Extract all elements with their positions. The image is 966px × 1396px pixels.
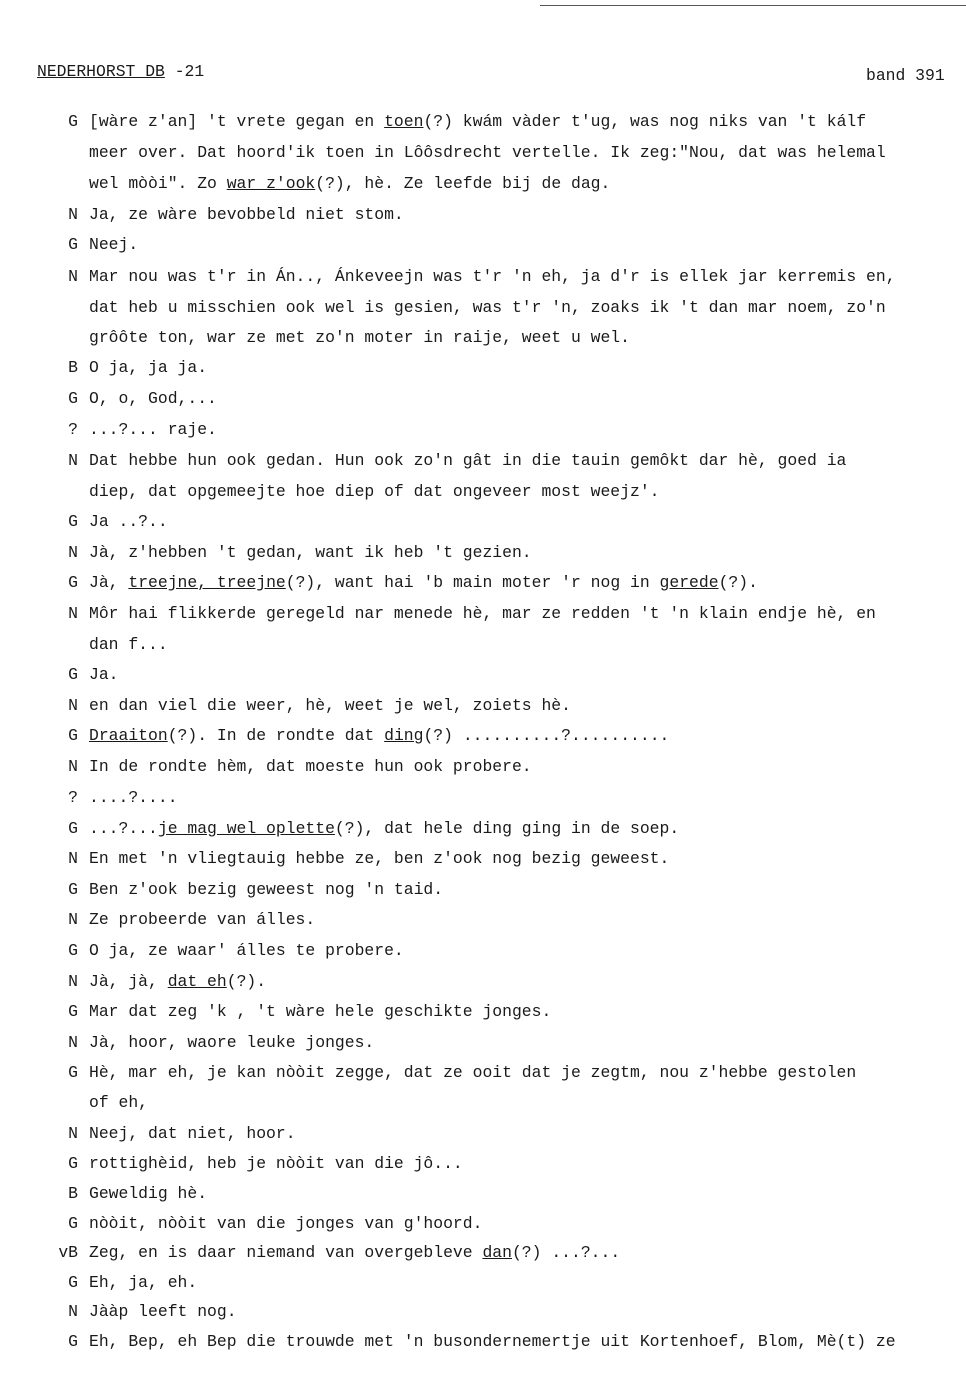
transcript-line bbox=[0, 1330, 966, 1354]
speaker-label: N bbox=[68, 451, 78, 470]
transcript-line bbox=[0, 970, 966, 994]
line-text bbox=[89, 172, 610, 196]
line-text bbox=[89, 510, 168, 534]
speaker-label: G bbox=[68, 665, 78, 684]
speaker-label: G bbox=[68, 1332, 78, 1351]
line-text bbox=[89, 939, 404, 963]
uncertain-word: Draaiton bbox=[89, 726, 168, 745]
text-segment: In de rondte hèm, dat moeste hun ook probere. bbox=[89, 757, 532, 776]
speaker-label: N bbox=[68, 696, 78, 715]
transcript-line bbox=[0, 541, 966, 565]
line-text bbox=[89, 203, 404, 227]
text-segment: ....?.... bbox=[89, 788, 178, 807]
text-segment: Jà, bbox=[89, 573, 129, 592]
transcript-line bbox=[0, 1241, 966, 1265]
speaker-label: N bbox=[68, 1124, 78, 1143]
line-text bbox=[89, 663, 119, 687]
uncertain-word: dat eh bbox=[167, 972, 227, 991]
speaker-label: N bbox=[68, 205, 78, 224]
speaker-label: G bbox=[68, 1002, 78, 1021]
transcript-line bbox=[0, 172, 966, 196]
line-text bbox=[89, 541, 532, 565]
line-text bbox=[89, 480, 660, 504]
line-text bbox=[89, 1330, 896, 1354]
transcript-line bbox=[0, 694, 966, 718]
text-segment: (?). bbox=[718, 573, 758, 592]
transcript-line bbox=[0, 387, 966, 411]
speaker-label: N bbox=[68, 757, 78, 776]
transcript-line bbox=[0, 908, 966, 932]
line-text bbox=[89, 1241, 620, 1265]
text-segment: Mar dat zeg 'k , 't wàre hele geschikte jonges. bbox=[89, 1002, 552, 1021]
speaker-label: N bbox=[68, 1033, 78, 1052]
transcript-line bbox=[0, 878, 966, 902]
document-header bbox=[37, 62, 204, 81]
line-text bbox=[89, 418, 217, 442]
transcript-line bbox=[0, 141, 966, 165]
speaker-label: N bbox=[68, 1302, 78, 1321]
text-segment: Zeg, en is daar niemand van overgebleve bbox=[89, 1243, 483, 1262]
transcript-line bbox=[0, 1271, 966, 1295]
text-segment: en dan viel die weer, hè, weet je wel, zoiets hè. bbox=[89, 696, 571, 715]
transcript-line bbox=[0, 817, 966, 841]
speaker-label: G bbox=[68, 726, 78, 745]
speaker-label: G bbox=[68, 880, 78, 899]
line-text bbox=[89, 1212, 482, 1236]
page-number: -21 bbox=[164, 62, 205, 81]
text-segment: diep, dat opgemeejte hoe diep of dat ongeveer most weejz'. bbox=[89, 482, 660, 501]
text-segment: (?), want hai 'b main moter 'r nog in bbox=[285, 573, 660, 592]
text-segment: O, o, God,... bbox=[89, 389, 217, 408]
text-segment: (?) ..........?.......... bbox=[423, 726, 670, 745]
text-segment: rottighèid, heb je nòòit van die jô... bbox=[89, 1154, 463, 1173]
transcript-line bbox=[0, 571, 966, 595]
uncertain-word: war z'ook bbox=[226, 174, 316, 193]
text-segment: Ja ..?.. bbox=[89, 512, 168, 531]
line-text bbox=[89, 296, 886, 320]
transcript-line bbox=[0, 1152, 966, 1176]
speaker-label: N bbox=[68, 267, 78, 286]
speaker-label: N bbox=[68, 604, 78, 623]
line-text bbox=[89, 602, 876, 626]
text-segment: ...?... bbox=[89, 819, 158, 838]
transcript-line bbox=[0, 633, 966, 657]
text-segment: (?). In de rondte dat bbox=[167, 726, 385, 745]
transcript-line bbox=[0, 1091, 966, 1115]
document-title: NEDERHORST DB bbox=[37, 62, 165, 81]
text-segment: dat heb u misschien ook wel is gesien, was t'r 'n, zoaks ik 't dan mar noem, zo'n bbox=[89, 298, 886, 317]
speaker-label: G bbox=[68, 112, 78, 131]
line-text bbox=[89, 449, 846, 473]
text-segment: wel mòòi". Zo bbox=[89, 174, 227, 193]
line-text bbox=[89, 326, 630, 350]
transcript-line bbox=[0, 265, 966, 289]
text-segment: grôôte ton, war ze met zo'n moter in raije, weet u wel. bbox=[89, 328, 630, 347]
transcript-line bbox=[0, 418, 966, 442]
top-rule bbox=[540, 5, 966, 6]
line-text bbox=[89, 571, 758, 595]
transcript-line bbox=[0, 1300, 966, 1324]
text-segment: of eh, bbox=[89, 1093, 149, 1112]
text-segment: Dat hebbe hun ook gedan. Hun ook zo'n gât in die tauin gemôkt dar hè, goed ia bbox=[89, 451, 847, 470]
text-segment: (?), hè. Ze leefde bij de dag. bbox=[315, 174, 611, 193]
text-segment: O ja, ja ja. bbox=[89, 358, 208, 377]
speaker-label: vB bbox=[58, 1243, 78, 1262]
speaker-label: G bbox=[68, 941, 78, 960]
transcript-line bbox=[0, 449, 966, 473]
line-text bbox=[89, 265, 896, 289]
transcript-line bbox=[0, 724, 966, 748]
text-segment: Eh, ja, eh. bbox=[89, 1273, 198, 1292]
speaker-label: G bbox=[68, 819, 78, 838]
line-text bbox=[89, 141, 886, 165]
text-segment: Mar nou was t'r in Án.., Ánkeveejn was t'r 'n eh, ja d'r is ellek jar kerremis en, bbox=[89, 267, 896, 286]
transcript-line bbox=[0, 233, 966, 257]
transcript-line bbox=[0, 1031, 966, 1055]
line-text bbox=[89, 694, 571, 718]
speaker-label: B bbox=[68, 358, 78, 377]
text-segment: ...?... raje. bbox=[89, 420, 217, 439]
transcript-line bbox=[0, 1212, 966, 1236]
transcript-line bbox=[0, 1182, 966, 1206]
text-segment: [wàre z'an] 't vrete gegan en bbox=[89, 112, 385, 131]
text-segment: (?) kwám vàder t'ug, was nog niks van 't kálf bbox=[423, 112, 867, 131]
line-text bbox=[89, 878, 443, 902]
line-text bbox=[89, 233, 138, 257]
uncertain-word: gerede bbox=[659, 573, 719, 592]
uncertain-word: dan bbox=[482, 1243, 512, 1262]
speaker-label: G bbox=[68, 573, 78, 592]
transcript-line bbox=[0, 939, 966, 963]
text-segment: nòòit, nòòit van die jonges van g'hoord. bbox=[89, 1214, 483, 1233]
line-text bbox=[89, 1182, 207, 1206]
transcript-line bbox=[0, 755, 966, 779]
transcript-line bbox=[0, 1000, 966, 1024]
speaker-label: G bbox=[68, 235, 78, 254]
line-text bbox=[89, 786, 178, 810]
speaker-label: G bbox=[68, 1273, 78, 1292]
speaker-label: G bbox=[68, 1214, 78, 1233]
line-text bbox=[89, 356, 207, 380]
speaker-label: N bbox=[68, 910, 78, 929]
transcript-line bbox=[0, 1122, 966, 1146]
transcript-line bbox=[0, 510, 966, 534]
text-segment: Jà, jà, bbox=[89, 972, 168, 991]
transcript-line bbox=[0, 203, 966, 227]
text-segment: O ja, ze waar' álles te probere. bbox=[89, 941, 404, 960]
text-segment: Môr hai flikkerde geregeld nar menede hè, mar ze redden 't 'n klain endje hè, en bbox=[89, 604, 876, 623]
transcript-line bbox=[0, 786, 966, 810]
line-text bbox=[89, 1000, 551, 1024]
line-text bbox=[89, 387, 217, 411]
text-segment: Ja. bbox=[89, 665, 119, 684]
speaker-label: N bbox=[68, 543, 78, 562]
band-label: band 391 bbox=[866, 66, 945, 85]
line-text bbox=[89, 1061, 856, 1085]
speaker-label: G bbox=[68, 1154, 78, 1173]
transcript-line bbox=[0, 847, 966, 871]
text-segment: dan f... bbox=[89, 635, 168, 654]
transcript-line bbox=[0, 602, 966, 626]
text-segment: (?). bbox=[226, 972, 267, 991]
text-segment: Jà, hoor, waore leuke jonges. bbox=[89, 1033, 375, 1052]
transcript-line bbox=[0, 296, 966, 320]
text-segment: meer over. Dat hoord'ik toen in Lôôsdrecht vertelle. Ik zeg:"Nou, dat was helemal bbox=[89, 143, 886, 162]
line-text bbox=[89, 110, 866, 134]
transcript-line bbox=[0, 663, 966, 687]
line-text bbox=[89, 817, 679, 841]
speaker-label: N bbox=[68, 849, 78, 868]
line-text bbox=[89, 970, 266, 994]
speaker-label: B bbox=[68, 1184, 78, 1203]
line-text bbox=[89, 1122, 296, 1146]
line-text bbox=[89, 847, 669, 871]
transcript-line bbox=[0, 110, 966, 134]
text-segment: En met 'n vliegtauig hebbe ze, ben z'ook nog bezig geweest. bbox=[89, 849, 670, 868]
uncertain-word: toen bbox=[384, 112, 424, 131]
line-text bbox=[89, 724, 669, 748]
speaker-label: ? bbox=[68, 788, 78, 807]
speaker-label: G bbox=[68, 389, 78, 408]
speaker-label: G bbox=[68, 1063, 78, 1082]
line-text bbox=[89, 633, 168, 657]
line-text bbox=[89, 755, 532, 779]
transcript-line bbox=[0, 1061, 966, 1085]
uncertain-word: ding bbox=[384, 726, 424, 745]
line-text bbox=[89, 1031, 374, 1055]
text-segment: Neej, dat niet, hoor. bbox=[89, 1124, 296, 1143]
speaker-label: N bbox=[68, 972, 78, 991]
text-segment: (?), dat hele ding ging in de soep. bbox=[334, 819, 680, 838]
transcript-line bbox=[0, 480, 966, 504]
uncertain-word: je mag wel oplette bbox=[157, 819, 335, 838]
line-text bbox=[89, 908, 315, 932]
line-text bbox=[89, 1152, 463, 1176]
text-segment: Jààp leeft nog. bbox=[89, 1302, 237, 1321]
text-segment: Ben z'ook bezig geweest nog 'n taid. bbox=[89, 880, 444, 899]
text-segment: Ze probeerde van álles. bbox=[89, 910, 316, 929]
text-segment: Hè, mar eh, je kan nòòit zegge, dat ze ooit dat je zegtm, nou z'hebbe gestolen bbox=[89, 1063, 857, 1082]
text-segment: Jà, z'hebben 't gedan, want ik heb 't gezien. bbox=[89, 543, 532, 562]
uncertain-word: treejne, treejne bbox=[128, 573, 286, 592]
text-segment: Eh, Bep, eh Bep die trouwde met 'n busondernemertje uit Kortenhoef, Blom, Mè(t) ze bbox=[89, 1332, 896, 1351]
speaker-label: ? bbox=[68, 420, 78, 439]
line-text bbox=[89, 1091, 148, 1115]
transcript-line bbox=[0, 326, 966, 350]
text-segment: Ja, ze wàre bevobbeld niet stom. bbox=[89, 205, 404, 224]
line-text bbox=[89, 1271, 197, 1295]
text-segment: (?) ...?... bbox=[511, 1243, 621, 1262]
text-segment: Geweldig hè. bbox=[89, 1184, 208, 1203]
text-segment: Neej. bbox=[89, 235, 139, 254]
line-text bbox=[89, 1300, 237, 1324]
speaker-label: G bbox=[68, 512, 78, 531]
transcript-line bbox=[0, 356, 966, 380]
